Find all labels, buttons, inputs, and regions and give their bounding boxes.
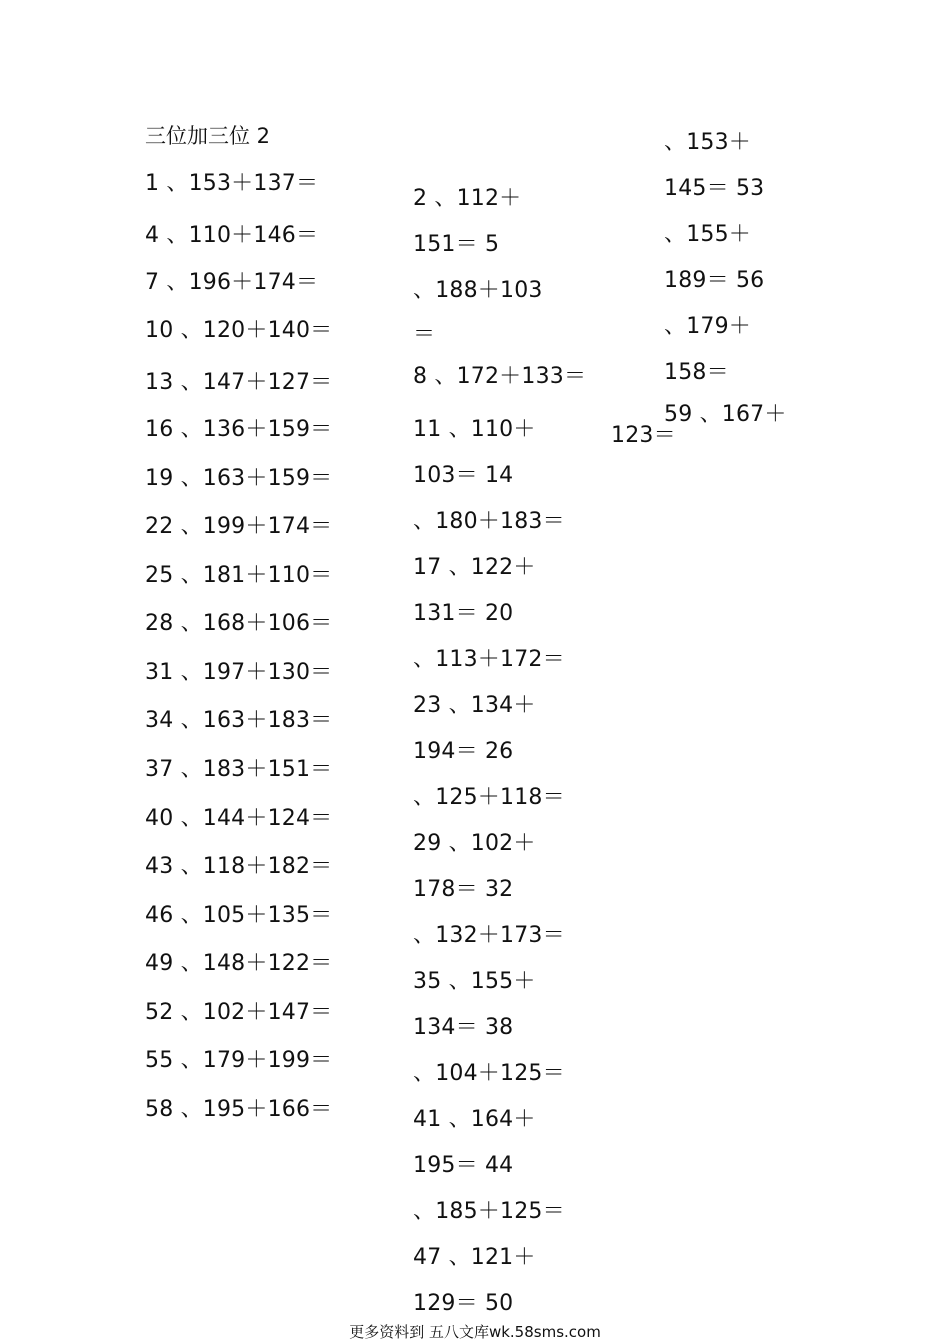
problem-line: 55 、179＋199＝ — [145, 1048, 333, 1073]
problem-line: 52 、102＋147＝ — [145, 1000, 333, 1025]
problem-line: 28 、168＋106＝ — [145, 611, 333, 636]
problem-line: 134＝ 38 — [413, 1015, 514, 1040]
problem-line: 34 、163＋183＝ — [145, 708, 333, 733]
problem-fragment: 123＝ — [611, 423, 676, 448]
problem-line: 131＝ 20 — [413, 601, 514, 626]
problem-line: 、104＋125＝ — [413, 1061, 565, 1086]
problem-line: 145＝ 53 — [664, 176, 765, 201]
problem-line: 、153＋ — [664, 130, 751, 155]
problem-line: 151＝ 5 — [413, 232, 500, 257]
problem-line: 22 、199＋174＝ — [145, 514, 333, 539]
problem-line: 31 、197＋130＝ — [145, 660, 333, 685]
problem-line: 10 、120＋140＝ — [145, 318, 333, 343]
problem-line: 1 、153＋137＝ — [145, 171, 319, 196]
problem-line: 13 、147＋127＝ — [145, 370, 333, 395]
problem-line: 194＝ 26 — [413, 739, 514, 764]
problem-line: 、185＋125＝ — [413, 1199, 565, 1224]
problem-line: 16 、136＋159＝ — [145, 417, 333, 442]
problem-line: 178＝ 32 — [413, 877, 514, 902]
footer-watermark: 更多资料到 五八文库wk.58sms.com — [349, 1323, 601, 1341]
problem-line: 49 、148＋122＝ — [145, 951, 333, 976]
problem-line: 、132＋173＝ — [413, 923, 565, 948]
problem-line: 、188＋103 — [413, 278, 543, 303]
page-title: 三位加三位 2 — [145, 124, 271, 148]
problem-line: 17 、122＋ — [413, 555, 536, 580]
problem-line: 、125＋118＝ — [413, 785, 565, 810]
problem-line: 47 、121＋ — [413, 1245, 536, 1270]
problem-line: 40 、144＋124＝ — [145, 806, 333, 831]
problem-line: 4 、110＋146＝ — [145, 223, 319, 248]
problem-line: 129＝ 50 — [413, 1291, 514, 1316]
problem-line: 、155＋ — [664, 222, 751, 247]
problem-line: 43 、118＋182＝ — [145, 854, 333, 879]
problem-line: ＝ — [413, 322, 436, 347]
problem-line: 7 、196＋174＝ — [145, 270, 319, 295]
problem-line: 158＝ — [664, 360, 729, 385]
problem-line: 195＝ 44 — [413, 1153, 514, 1178]
problem-line: 46 、105＋135＝ — [145, 903, 333, 928]
problem-line: 189＝ 56 — [664, 268, 765, 293]
problem-line: 37 、183＋151＝ — [145, 757, 333, 782]
problem-line: 、180＋183＝ — [413, 509, 565, 534]
problem-line: 11 、110＋ — [413, 417, 536, 442]
problem-line: 、113＋172＝ — [413, 647, 565, 672]
problem-line: 2 、112＋ — [413, 186, 522, 211]
problem-line: 23 、134＋ — [413, 693, 536, 718]
problem-line: 58 、195＋166＝ — [145, 1097, 333, 1122]
problem-line: 59 、167＋ — [664, 402, 787, 427]
problem-line: 103＝ 14 — [413, 463, 514, 488]
problem-line: 41 、164＋ — [413, 1107, 536, 1132]
problem-line: 29 、102＋ — [413, 831, 536, 856]
problem-line: 19 、163＋159＝ — [145, 466, 333, 491]
problem-line: 、179＋ — [664, 314, 751, 339]
problem-line: 35 、155＋ — [413, 969, 536, 994]
problem-line: 8 、172＋133＝ — [413, 364, 587, 389]
problem-line: 25 、181＋110＝ — [145, 563, 333, 588]
